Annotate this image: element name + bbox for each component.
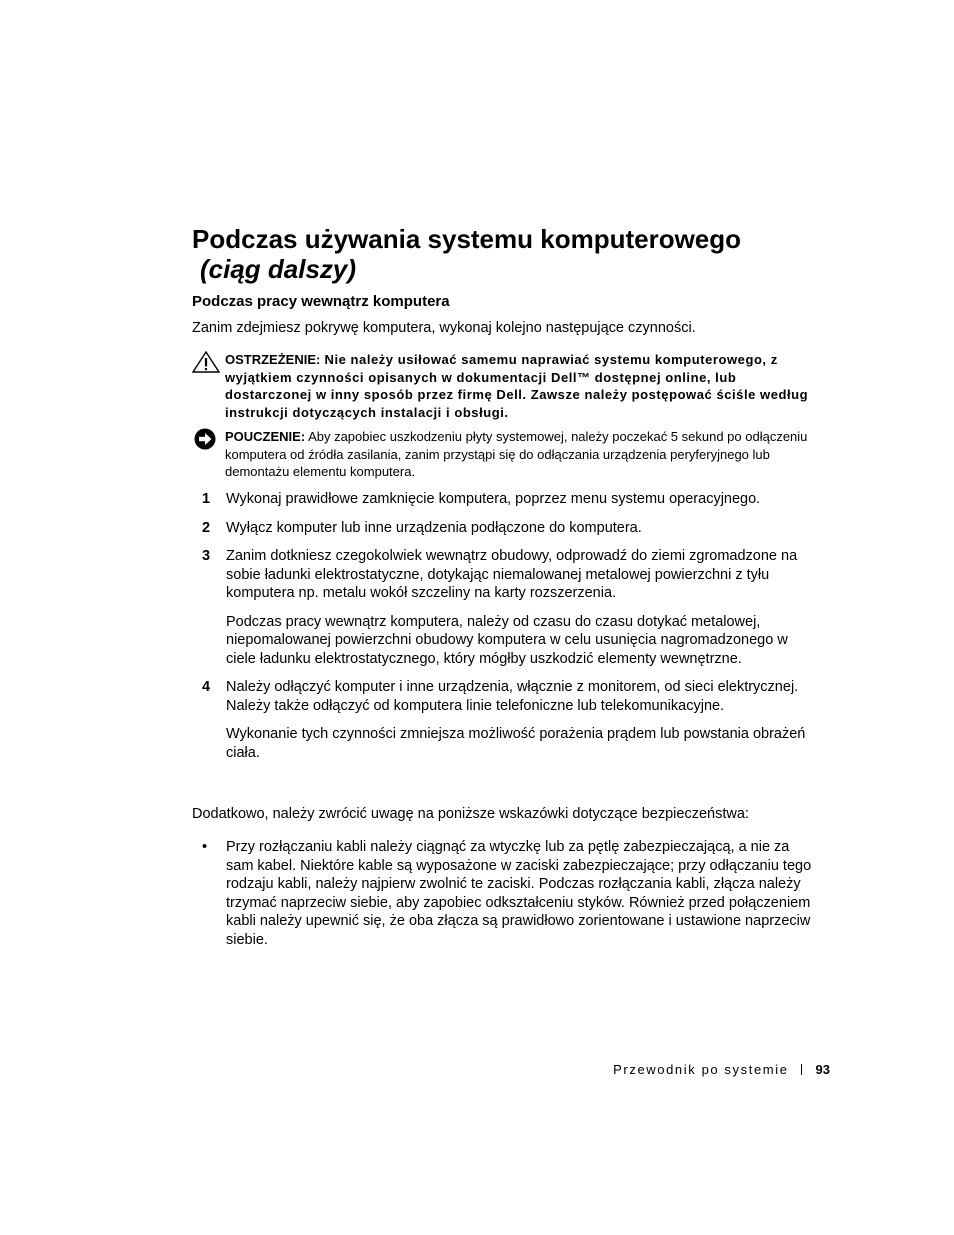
warning-block [192,351,812,421]
warning-label: OSTRZEŻENIE: [225,352,321,367]
footer-divider [801,1064,802,1075]
title-main: Podczas używania systemu komputerowego [192,224,742,254]
bullet-text: Przy rozłączaniu kabli należy ciągnąć za wtyczkę lub za pętlę zabezpieczającą, a nie za sam kabel. Niektóre kable są wyposażone w zaciski zabezpieczające; przy odłączaniu tego rodzaju kabli, należy najpierw zwolnić te zaciski. Podczas rozłączania kabli, złącza należy trzymać naprzeciw siebie, aby zapobiec odkształceniu styków. Również przed połączeniem kabli należy upewnić się, że oba złącza są prawidłowo zorientowane i ustawione naprzeciw siebie. [226,839,812,948]
step-note: Podczas pracy wewnątrz komputera, należy od czasu do czasu dotykać metalowej, niepomalowanej powierzchni obudowy komputera w celu usunięcia nagromadzonego w ciele ładunku elektrostatycznego, który mógłby uszkodzić elementy wewnętrzne. [226,613,788,667]
bullet-list [192,838,812,949]
bullet-mark: • [202,839,208,855]
section-intro: Zanim zdejmiesz pokrywę komputera, wykonaj kolejno następujące czynności. [192,320,696,336]
step-text: Należy odłączyć komputer i inne urządzenia, włącznie z monitorem, od sieci elektrycznej. Należy także odłączyć od komputera linie telefoniczne lub telekomunikacyjne. [226,679,799,714]
notice-arrow-icon [194,428,216,450]
additional-guidance: Dodatkowo, należy zwrócić uwagę na poniższe wskazówki dotyczące bezpieczeństwa: [192,806,749,822]
warning-triangle-icon [192,351,220,373]
step-number: 4 [202,679,211,695]
list-item [192,838,812,949]
section-subheading: Podczas pracy wewnątrz komputera [192,293,450,310]
footer-guide-title: Przewodnik po systemie [613,1062,789,1077]
warning-body: Nie należy usiłować samemu naprawiać systemu komputerowego, z wyjątkiem czynności opisanych w dokumentacji Dell™ dostępnej online, lub dostarczonej w inny sposób przez firmę Dell. Zawsze należy postępować ściśle według instrukcji dotyczących instalacji i obsługi. [225,352,809,420]
step-number: 3 [202,548,211,564]
title-continued: (ciąg dalszy) [200,254,357,284]
step-list [192,490,812,772]
step-text: Wykonaj prawidłowe zamknięcie komputera, poprzez menu systemu operacyjnego. [226,491,761,507]
step-item [192,678,812,762]
notice-label: POUCZENIE: [225,429,306,444]
page-footer [540,1061,830,1079]
notice-block [192,428,812,481]
notice-text [225,428,812,481]
step-item [192,547,812,668]
warning-text [225,351,812,421]
step-item [192,490,812,509]
step-number: 2 [202,519,211,536]
page-number: 93 [815,1062,830,1077]
notice-body: Aby zapobiec uszkodzeniu płyty systemowej, należy poczekać 5 sekund po odłączeniu komputera od źródła zasilania, zanim przystąpi się do odłączania urządzenia peryferyjnego lub demontażu elementu komputera. [225,429,808,479]
step-number: 1 [202,491,211,507]
step-text: Wyłącz komputer lub inne urządzenia podłączone do komputera. [226,519,642,536]
step-text: Zanim dotkniesz czegokolwiek wewnątrz obudowy, odprowadź do ziemi zgromadzone na sobie ładunki elektrostatyczne, dotykając niemalowanej metalowej powierzchni z tyłu komputera np. metalu wokół szczeliny na karty rozszerzenia. [226,548,798,601]
step-note: Wykonanie tych czynności zmniejsza możliwość porażenia prądem lub powstania obrażeń ciała. [226,726,806,761]
page-title [192,224,832,284]
step-item [192,519,812,538]
